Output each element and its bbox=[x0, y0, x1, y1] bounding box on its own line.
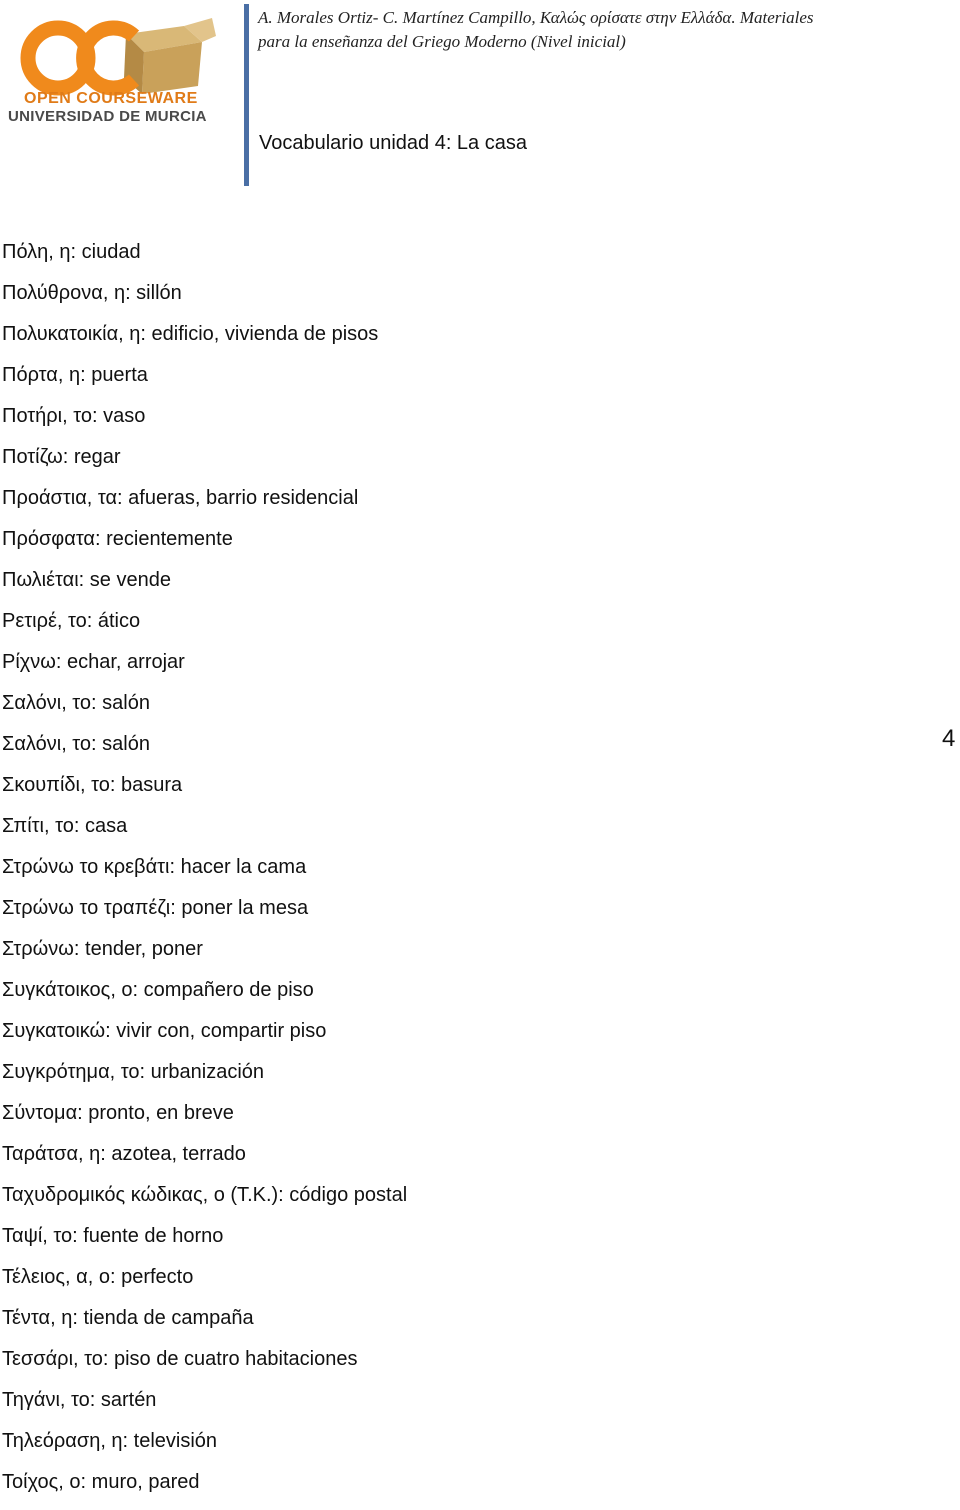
vocab-entry: Ρίχνω: echar, arrojar bbox=[2, 651, 185, 673]
header-divider bbox=[244, 4, 249, 186]
vocab-entry: Σύντομα: pronto, en breve bbox=[2, 1102, 234, 1124]
citation bbox=[258, 6, 948, 54]
vocab-entry: Προάστια, τα: afueras, barrio residencial bbox=[2, 487, 359, 509]
logo-text-line1: OPEN COURSEWARE bbox=[24, 90, 198, 107]
vocab-entry: Στρώνω το κρεβάτι: hacer la cama bbox=[2, 856, 307, 878]
vocab-entry: Ταράτσα, η: azotea, terrado bbox=[2, 1143, 246, 1165]
vocab-entry: Σαλόνι, το: salón bbox=[2, 733, 150, 755]
vocab-entry: Πολύθρονα, η: sillón bbox=[2, 282, 182, 304]
vocab-entry: Τηγάνι, το: sartén bbox=[2, 1389, 157, 1411]
unit-title: Vocabulario unidad 4: La casa bbox=[259, 132, 527, 154]
vocab-entry: Συγκρότημα, το: urbanización bbox=[2, 1061, 265, 1083]
vocab-entry: Σκουπίδι, το: basura bbox=[2, 774, 183, 796]
vocab-entry: Πολυκατοικία, η: edificio, vivienda de pisos bbox=[2, 323, 379, 345]
vocab-entry: Ποτήρι, το: vaso bbox=[2, 405, 146, 427]
vocab-entry: Πωλιέται: se vende bbox=[2, 569, 171, 591]
vocab-entry: Πρόσφατα: recientemente bbox=[2, 528, 233, 550]
vocab-entry: Ταχυδρομικός κώδικας, ο (Τ.Κ.): código postal bbox=[2, 1184, 408, 1206]
page-number: 4 bbox=[942, 725, 956, 752]
open-courseware-logo bbox=[6, 12, 216, 124]
vocab-entry: Συγκατοικώ: vivir con, compartir piso bbox=[2, 1020, 327, 1042]
vocab-entry: Σαλόνι, το: salón bbox=[2, 692, 150, 714]
vocab-entry: Στρώνω το τραπέζι: poner la mesa bbox=[2, 897, 309, 919]
vocab-entry: Πόλη, η: ciudad bbox=[2, 241, 141, 263]
vocab-entry: Σπίτι, το: casa bbox=[2, 815, 128, 837]
vocab-entry: Συγκάτοικος, ο: compañero de piso bbox=[2, 979, 314, 1001]
vocab-entry: Τέντα, η: tienda de campaña bbox=[2, 1307, 254, 1329]
citation-line-1: A. Morales Ortiz- C. Martínez Campillo, Καλώς ορίσατε στην Ελλάδα. Materiales bbox=[258, 8, 814, 27]
vocab-entry: Πόρτα, η: puerta bbox=[2, 364, 148, 386]
vocab-entry: Ρετιρέ, το: ático bbox=[2, 610, 141, 632]
logo-text-line2: UNIVERSIDAD DE MURCIA bbox=[8, 108, 207, 125]
vocab-entry: Ταψί, το: fuente de horno bbox=[2, 1225, 224, 1247]
vocab-entry: Τεσσάρι, το: piso de cuatro habitaciones bbox=[2, 1348, 358, 1370]
vocab-entry: Τέλειος, α, ο: perfecto bbox=[2, 1266, 194, 1288]
vocab-entry: Τοίχος, ο: muro, pared bbox=[2, 1471, 200, 1493]
citation-line-2: para la enseñanza del Griego Moderno (Nivel inicial) bbox=[258, 32, 626, 51]
vocab-entry: Τηλεόραση, η: televisión bbox=[2, 1430, 218, 1452]
vocab-entry: Ποτίζω: regar bbox=[2, 446, 121, 468]
vocabulary-list bbox=[2, 239, 407, 1510]
vocab-entry: Στρώνω: tender, poner bbox=[2, 938, 203, 960]
